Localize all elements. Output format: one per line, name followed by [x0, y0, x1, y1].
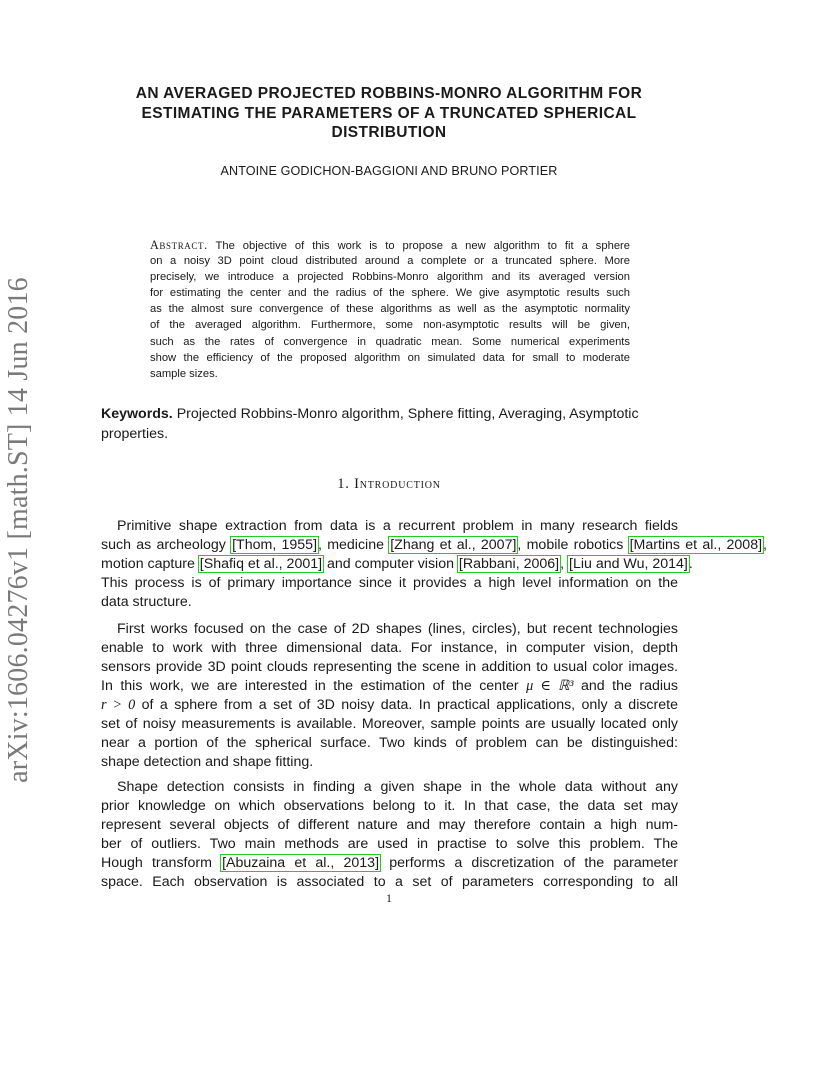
abstract-line: for estimating the center and the radius of the sphere. We give asymptotic results such [150, 287, 630, 300]
abstract-line: show the efficiency of the proposed algorithm on simulated data for small to moderate [150, 351, 630, 364]
text-run: of a sphere from a set of 3D noisy data. In practical applications, only a discrete [135, 697, 678, 713]
abstract-line: on a noisy 3D point cloud distributed around a complete or a truncated sphere. More [150, 255, 630, 268]
abstract-line: of the averaged algorithm. Furthermore, some non-asymptotic results will be given, [150, 319, 630, 332]
keywords-text: Projected Robbins-Monro algorithm, Sphere fitting, Averaging, Asymptotic properties. [101, 406, 639, 442]
paragraph-line [101, 536, 767, 555]
abstract-line: precisely, we introduce a projected Robbins-Monro algorithm and its averaged version [150, 271, 630, 284]
citation-link[interactable]: [Martins et al., 2008] [629, 537, 763, 553]
abstract-line: such as the rates of convergence in quadratic mean. Some numerical experiments [150, 335, 630, 348]
paragraph-line [101, 696, 678, 715]
abstract-line: as the almost sure convergence of these algorithms as well as the asymptotic normality [150, 303, 630, 316]
section-number: 1. [337, 476, 350, 492]
text-run: and the radius [573, 678, 678, 694]
title-line: DISTRIBUTION [331, 124, 447, 141]
abstract-line: sample sizes. [150, 367, 218, 380]
citation-link[interactable]: [Rabbani, 2006] [458, 556, 560, 572]
text-run: and computer vision [323, 556, 458, 572]
text-run: , [763, 537, 767, 553]
abstract-label: Abstract. [150, 238, 208, 252]
keywords [101, 404, 679, 444]
section-heading [100, 476, 678, 493]
paragraph-line [101, 677, 678, 696]
text-run: performs a discretization of the parameter [380, 855, 678, 871]
text-run: , mobile robotics [517, 537, 629, 553]
math-radius: r > 0 [101, 697, 136, 713]
paragraph-line: First works focused on the case of 2D shapes (lines, circles), but recent technologies [117, 621, 678, 637]
paragraph-3 [101, 778, 678, 892]
paragraph-line: prior knowledge on which observations belong to it. In that case, the data set may [101, 798, 678, 814]
paragraph-line: Shape detection consists in finding a given shape in the whole data without any [117, 779, 678, 795]
citation-link[interactable]: [Thom, 1955] [232, 537, 318, 553]
paragraph-line: ber of outliers. Two main methods are used in practise to solve this problem. The [101, 836, 678, 852]
text-run: motion capture [101, 556, 199, 572]
paragraph-line: data structure. [101, 594, 192, 610]
text-run: In this work, we are interested in the estimation of the center [101, 678, 527, 694]
authors: ANTOINE GODICHON-BAGGIONI AND BRUNO PORTIER [220, 164, 558, 178]
paragraph-line: Primitive shape extraction from data is a recurrent problem in many research fields [117, 518, 678, 534]
text-run: , medicine [318, 537, 390, 553]
text-run: such as archeology [101, 537, 232, 553]
arxiv-identifier-text: arXiv:1606.04276v1 [math.ST] 14 Jun 2016 [3, 277, 34, 783]
paragraph-line: set of noisy measurements is available. Moreover, sample points are usually located only [101, 716, 678, 732]
paragraph-line [101, 555, 693, 574]
abstract [150, 237, 630, 382]
page-number: 1 [386, 891, 392, 905]
paragraph-line: represent several objects of different nature and may therefore contain a high num- [101, 817, 678, 833]
citation-link[interactable]: [Shafiq et al., 2001] [199, 556, 323, 572]
paragraph-2 [101, 620, 678, 772]
paragraph-1 [101, 517, 767, 612]
title-line: AN AVERAGED PROJECTED ROBBINS-MONRO ALGORITHM FOR [135, 85, 643, 102]
text-run: , [560, 556, 568, 572]
citation-link[interactable]: [Zhang et al., 2007] [390, 537, 517, 553]
paragraph-line: sensors provide 3D point clouds representing the scene in addition to usual color images. [101, 659, 678, 675]
citation-link[interactable]: [Liu and Wu, 2014] [569, 556, 688, 572]
keywords-label: Keywords. [101, 406, 173, 422]
paper-title [100, 84, 678, 143]
paragraph-line [101, 854, 678, 873]
title-line: ESTIMATING THE PARAMETERS OF A TRUNCATED SPHERICAL [141, 104, 637, 122]
abstract-line [150, 237, 630, 253]
section-title: Introduction [354, 476, 441, 492]
text-run: . [688, 556, 693, 572]
abstract-text: The objective of this work is to propose a new algorithm to fit a sphere [215, 240, 631, 252]
paragraph-line: near a portion of the spherical surface. Two kinds of problem can be distinguished: [101, 735, 678, 751]
text-run: Hough transform [101, 855, 222, 871]
paragraph-line: space. Each observation is associated to a set of parameters corresponding to all [101, 874, 678, 890]
paragraph-line: enable to work with three dimensional data. For instance, in computer vision, depth [101, 640, 678, 656]
paragraph-line: This process is of primary importance since it provides a high level information on the [101, 575, 678, 591]
citation-link[interactable]: [Abuzaina et al., 2013] [222, 855, 380, 871]
math-center: μ ∈ ℝ³ [526, 678, 574, 694]
paragraph-line: shape detection and shape fitting. [101, 754, 314, 770]
